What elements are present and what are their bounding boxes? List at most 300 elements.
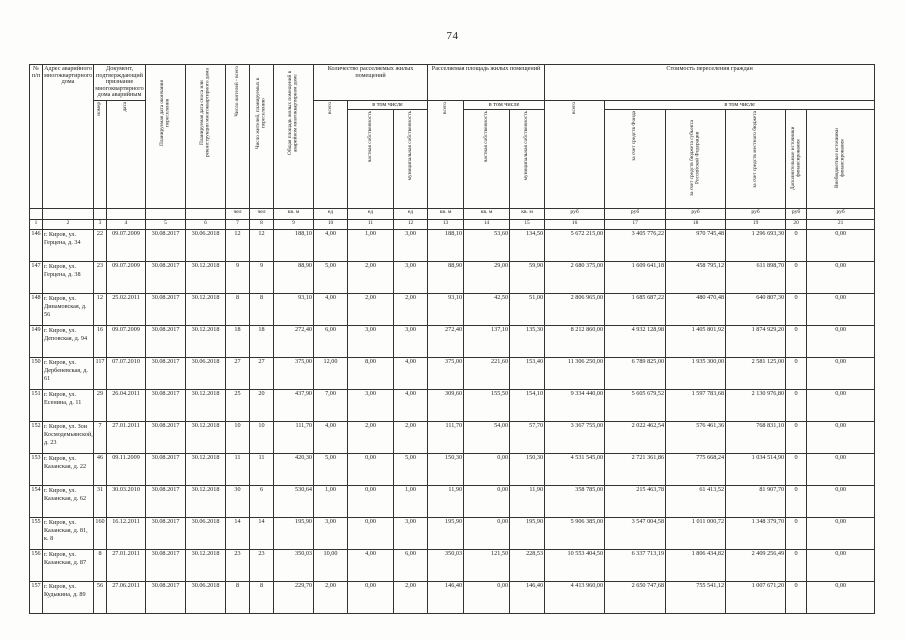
row-cost-local: 2 581 125,00 — [726, 358, 786, 390]
row-count-private: 0,00 — [348, 454, 394, 486]
row-cost-fund: 2 022 462,54 — [605, 422, 666, 454]
header-cost-in-that: в том числе — [605, 100, 875, 110]
row-cost-federal: 970 745,48 — [666, 230, 726, 262]
row-residents-to-move: 11 — [250, 454, 274, 486]
row-doc-date: 25.02.2011 — [107, 294, 146, 326]
row-area-municipal: 195,90 — [510, 518, 545, 550]
row-count-municipal: 1,00 — [394, 486, 428, 518]
row-cost-fund: 215 463,78 — [605, 486, 666, 518]
row-doc-date: 09.07.2009 — [107, 230, 146, 262]
table-row — [30, 390, 875, 422]
unit-cell — [94, 209, 107, 220]
row-doc-date: 16.12.2011 — [107, 518, 146, 550]
row-planned-end: 30.08.2017 — [146, 550, 186, 582]
row-area-total: 350,03 — [274, 550, 314, 582]
row-number: 157 — [30, 582, 43, 614]
row-cost-total: 2 806 965,00 — [545, 294, 605, 326]
row-doc-number: 12 — [94, 294, 107, 326]
row-area-private: 29,00 — [464, 262, 510, 294]
row-area-total: 420,30 — [274, 454, 314, 486]
row-residents-to-move: 27 — [250, 358, 274, 390]
row-count-total: 5,00 — [314, 454, 348, 486]
units-row — [30, 209, 875, 220]
row-area-municipal: 57,70 — [510, 422, 545, 454]
header-area-total: Общая площадь жилых помещений в аварийном многоквартирном доме — [274, 65, 314, 209]
unit-cell: руб — [807, 209, 875, 220]
row-doc-number: 46 — [94, 454, 107, 486]
row-residents-to-move: 8 — [250, 582, 274, 614]
row-residents-to-move: 20 — [250, 390, 274, 422]
row-area-municipal: 135,30 — [510, 326, 545, 358]
column-number: 1 — [30, 220, 43, 230]
row-number: 149 — [30, 326, 43, 358]
unit-cell — [186, 209, 226, 220]
row-cost-fund: 3 405 776,22 — [605, 230, 666, 262]
header-cost-group: Стоимость переселения граждан — [545, 65, 875, 101]
row-planned-end: 30.08.2017 — [146, 358, 186, 390]
table-row — [30, 518, 875, 550]
row-cost-local: 1 874 929,20 — [726, 326, 786, 358]
row-cost-total: 8 212 860,00 — [545, 326, 605, 358]
row-address: г. Киров, ул. Казанская, д. 22 — [43, 454, 94, 486]
row-residents-to-move: 12 — [250, 230, 274, 262]
row-cost-extra: 0 — [786, 230, 807, 262]
row-area-municipal: 153,40 — [510, 358, 545, 390]
row-area-resettled: 188,10 — [428, 230, 464, 262]
row-address: г. Киров, ул. Казанская, д. 81, к. 8 — [43, 518, 94, 550]
header-num: № п/п — [30, 65, 43, 209]
header-count-total: всего — [314, 100, 348, 209]
row-count-total: 4,00 — [314, 230, 348, 262]
row-cost-extra: 0 — [786, 390, 807, 422]
row-count-municipal: 3,00 — [394, 230, 428, 262]
row-cost-unforeseen: 0,00 — [807, 582, 875, 614]
table-row — [30, 550, 875, 582]
table-row — [30, 230, 875, 262]
row-cost-federal: 1 806 434,82 — [666, 550, 726, 582]
row-planned-end: 30.08.2017 — [146, 390, 186, 422]
column-number: 19 — [726, 220, 786, 230]
row-cost-total: 2 680 375,00 — [545, 262, 605, 294]
header-cost-fund: за счет средств Фонда — [605, 110, 666, 209]
row-area-resettled: 111,70 — [428, 422, 464, 454]
row-residents-total: 11 — [226, 454, 250, 486]
row-residents-total: 12 — [226, 230, 250, 262]
row-doc-number: 22 — [94, 230, 107, 262]
row-area-municipal: 150,30 — [510, 454, 545, 486]
row-planned-demolition: 30.06.2018 — [186, 358, 226, 390]
row-count-municipal: 5,00 — [394, 454, 428, 486]
row-area-private: 53,60 — [464, 230, 510, 262]
row-doc-number: 16 — [94, 326, 107, 358]
column-number: 15 — [510, 220, 545, 230]
row-count-total: 5,00 — [314, 262, 348, 294]
row-area-municipal: 154,10 — [510, 390, 545, 422]
row-count-private: 2,00 — [348, 294, 394, 326]
header-area-group: Расселяемая площадь жилых помещений — [428, 65, 545, 101]
row-area-resettled: 93,10 — [428, 294, 464, 326]
unit-cell — [107, 209, 146, 220]
header-count-group: Количество расселяемых жилых помещений — [314, 65, 428, 101]
row-cost-fund: 4 932 128,98 — [605, 326, 666, 358]
column-number: 21 — [807, 220, 875, 230]
row-planned-demolition: 30.12.2018 — [186, 486, 226, 518]
row-cost-unforeseen: 0,00 — [807, 550, 875, 582]
column-number: 18 — [666, 220, 726, 230]
row-cost-extra: 0 — [786, 262, 807, 294]
unit-cell: руб — [786, 209, 807, 220]
row-area-total: 93,10 — [274, 294, 314, 326]
table-row — [30, 358, 875, 390]
row-cost-extra: 0 — [786, 358, 807, 390]
row-number: 154 — [30, 486, 43, 518]
row-number: 151 — [30, 390, 43, 422]
row-count-total: 12,00 — [314, 358, 348, 390]
row-doc-number: 7 — [94, 422, 107, 454]
row-cost-extra: 0 — [786, 486, 807, 518]
row-cost-unforeseen: 0,00 — [807, 230, 875, 262]
header-document: Документ, подтверждающий признание многоквартирного дома аварийным — [95, 65, 144, 98]
unit-cell: чел — [250, 209, 274, 220]
row-residents-total: 9 — [226, 262, 250, 294]
unit-cell: кв. м — [510, 209, 545, 220]
unit-cell — [30, 209, 43, 220]
row-cost-extra: 0 — [786, 582, 807, 614]
row-cost-total: 4 531 545,00 — [545, 454, 605, 486]
row-area-municipal: 228,53 — [510, 550, 545, 582]
row-cost-federal: 775 668,24 — [666, 454, 726, 486]
row-cost-federal: 458 795,12 — [666, 262, 726, 294]
row-residents-total: 27 — [226, 358, 250, 390]
row-count-private: 8,00 — [348, 358, 394, 390]
row-cost-federal: 576 461,36 — [666, 422, 726, 454]
row-cost-unforeseen: 0,00 — [807, 454, 875, 486]
row-doc-number: 23 — [94, 262, 107, 294]
row-count-municipal: 6,00 — [394, 550, 428, 582]
row-cost-total: 11 306 250,00 — [545, 358, 605, 390]
table-row — [30, 486, 875, 518]
row-residents-to-move: 23 — [250, 550, 274, 582]
row-area-private: 0,00 — [464, 582, 510, 614]
column-number: 5 — [146, 220, 186, 230]
row-doc-date: 27.01.2011 — [107, 422, 146, 454]
row-address: г. Киров, ул. Герцена, д. 34 — [43, 230, 94, 262]
unit-cell: руб — [726, 209, 786, 220]
header-residents-total: Число жителей - всего — [226, 65, 250, 209]
row-count-total: 10,00 — [314, 550, 348, 582]
row-address: г. Киров, ул. Дербеневская, д. 61 — [43, 358, 94, 390]
row-cost-unforeseen: 0,00 — [807, 294, 875, 326]
unit-cell: ед — [394, 209, 428, 220]
row-area-total: 111,70 — [274, 422, 314, 454]
column-number: 7 — [226, 220, 250, 230]
row-planned-end: 30.08.2017 — [146, 486, 186, 518]
row-cost-fund: 2 721 361,86 — [605, 454, 666, 486]
row-planned-end: 30.08.2017 — [146, 230, 186, 262]
column-number: 17 — [605, 220, 666, 230]
row-planned-end: 30.08.2017 — [146, 454, 186, 486]
row-doc-date: 26.04.2011 — [107, 390, 146, 422]
row-address: г. Киров, ул. Есенина, д. 11 — [43, 390, 94, 422]
row-cost-total: 9 334 440,00 — [545, 390, 605, 422]
row-planned-end: 30.08.2017 — [146, 422, 186, 454]
row-count-total: 1,00 — [314, 486, 348, 518]
row-number: 152 — [30, 422, 43, 454]
row-cost-fund: 6 789 825,00 — [605, 358, 666, 390]
row-area-private: 54,00 — [464, 422, 510, 454]
row-doc-date: 09.07.2009 — [107, 262, 146, 294]
header-planned-end: Планируемая дата окончания переселения — [146, 65, 186, 209]
header-doc-date: дата — [107, 100, 146, 209]
row-cost-extra: 0 — [786, 326, 807, 358]
row-cost-local: 81 907,70 — [726, 486, 786, 518]
row-cost-local: 1 034 514,90 — [726, 454, 786, 486]
table-row — [30, 294, 875, 326]
row-cost-local: 640 807,30 — [726, 294, 786, 326]
column-number: 16 — [545, 220, 605, 230]
column-number: 13 — [428, 220, 464, 230]
row-doc-date: 30.03.2010 — [107, 486, 146, 518]
header-cost-total: всего — [545, 100, 605, 209]
row-doc-date: 27.01.2011 — [107, 550, 146, 582]
row-residents-total: 8 — [226, 294, 250, 326]
row-area-private: 137,10 — [464, 326, 510, 358]
row-area-resettled: 272,40 — [428, 326, 464, 358]
row-count-municipal: 2,00 — [394, 294, 428, 326]
row-count-private: 2,00 — [348, 262, 394, 294]
row-planned-demolition: 30.12.2018 — [186, 326, 226, 358]
row-residents-total: 30 — [226, 486, 250, 518]
row-planned-demolition: 30.06.2018 — [186, 582, 226, 614]
header-planned-demolition: Планируемая дата сноса или реконструкции многоквартирного дома — [186, 65, 226, 209]
row-cost-federal: 61 413,52 — [666, 486, 726, 518]
column-number: 14 — [464, 220, 510, 230]
row-residents-to-move: 6 — [250, 486, 274, 518]
row-planned-demolition: 30.06.2018 — [186, 518, 226, 550]
row-area-total: 195,90 — [274, 518, 314, 550]
row-address: г. Киров, ул. Зои Космодемьянской, д. 23 — [43, 422, 94, 454]
row-number: 155 — [30, 518, 43, 550]
row-cost-extra: 0 — [786, 454, 807, 486]
row-area-municipal: 146,40 — [510, 582, 545, 614]
row-cost-extra: 0 — [786, 518, 807, 550]
row-count-private: 0,00 — [348, 518, 394, 550]
column-number: 2 — [43, 220, 94, 230]
row-area-private: 0,00 — [464, 454, 510, 486]
row-planned-demolition: 30.06.2018 — [186, 230, 226, 262]
row-doc-number: 56 — [94, 582, 107, 614]
row-area-total: 229,70 — [274, 582, 314, 614]
row-count-municipal: 4,00 — [394, 358, 428, 390]
unit-cell: руб — [545, 209, 605, 220]
row-planned-end: 30.08.2017 — [146, 262, 186, 294]
column-number: 6 — [186, 220, 226, 230]
row-planned-demolition: 30.12.2018 — [186, 294, 226, 326]
row-cost-unforeseen: 0,00 — [807, 518, 875, 550]
row-doc-date: 09.11.2009 — [107, 454, 146, 486]
row-count-total: 2,00 — [314, 582, 348, 614]
column-number: 3 — [94, 220, 107, 230]
row-area-total: 437,90 — [274, 390, 314, 422]
header-cost-local: за счет средств местного бюджета — [726, 110, 786, 209]
row-area-resettled: 146,40 — [428, 582, 464, 614]
header-area-in-that: в том числе — [464, 100, 545, 110]
row-cost-federal: 480 470,48 — [666, 294, 726, 326]
row-planned-demolition: 30.12.2018 — [186, 422, 226, 454]
row-cost-local: 2 130 976,80 — [726, 390, 786, 422]
row-area-private: 155,50 — [464, 390, 510, 422]
row-cost-fund: 3 547 004,58 — [605, 518, 666, 550]
row-cost-total: 5 906 385,00 — [545, 518, 605, 550]
row-residents-total: 8 — [226, 582, 250, 614]
unit-cell: кв. м — [428, 209, 464, 220]
row-address: г. Киров, ул. Казанская, д. 62 — [43, 486, 94, 518]
row-area-resettled: 375,00 — [428, 358, 464, 390]
column-numbers-row — [30, 220, 875, 230]
unit-cell: руб — [605, 209, 666, 220]
row-area-municipal: 11,90 — [510, 486, 545, 518]
row-cost-extra: 0 — [786, 422, 807, 454]
row-count-municipal: 4,00 — [394, 390, 428, 422]
row-cost-local: 1 296 693,30 — [726, 230, 786, 262]
unit-cell — [43, 209, 94, 220]
row-cost-unforeseen: 0,00 — [807, 262, 875, 294]
row-area-total: 375,00 — [274, 358, 314, 390]
row-cost-fund: 2 650 747,68 — [605, 582, 666, 614]
header-doc-number: номер — [94, 100, 107, 209]
row-doc-date: 07.07.2010 — [107, 358, 146, 390]
header-cost-extra: Дополнительные источники финансирования — [786, 110, 807, 209]
row-count-municipal: 3,00 — [394, 326, 428, 358]
unit-cell — [146, 209, 186, 220]
row-planned-demolition: 30.12.2018 — [186, 390, 226, 422]
row-count-total: 4,00 — [314, 294, 348, 326]
row-doc-number: 29 — [94, 390, 107, 422]
row-planned-end: 30.08.2017 — [146, 518, 186, 550]
row-area-resettled: 11,90 — [428, 486, 464, 518]
header-area-total-sub: всего — [428, 100, 464, 209]
row-area-total: 88,90 — [274, 262, 314, 294]
header-count-private: частная собственность — [348, 110, 394, 209]
row-area-municipal: 134,50 — [510, 230, 545, 262]
row-count-total: 3,00 — [314, 518, 348, 550]
row-cost-federal: 755 541,12 — [666, 582, 726, 614]
header-cost-federal: за счет средств бюджета субъекта Российской Федерации — [666, 110, 726, 209]
row-residents-total: 23 — [226, 550, 250, 582]
row-doc-date: 09.07.2009 — [107, 326, 146, 358]
table-row — [30, 262, 875, 294]
table-row — [30, 422, 875, 454]
row-residents-total: 18 — [226, 326, 250, 358]
row-address: г. Киров, ул. Динамовская, д. 56 — [43, 294, 94, 326]
row-area-private: 42,50 — [464, 294, 510, 326]
row-area-private: 0,00 — [464, 486, 510, 518]
row-count-total: 4,00 — [314, 422, 348, 454]
row-cost-local: 611 898,70 — [726, 262, 786, 294]
row-cost-extra: 0 — [786, 294, 807, 326]
row-count-private: 4,00 — [348, 550, 394, 582]
row-residents-to-move: 18 — [250, 326, 274, 358]
column-number: 12 — [394, 220, 428, 230]
column-number: 10 — [314, 220, 348, 230]
row-residents-to-move: 14 — [250, 518, 274, 550]
row-area-resettled: 150,30 — [428, 454, 464, 486]
row-cost-total: 5 672 215,00 — [545, 230, 605, 262]
row-doc-number: 31 — [94, 486, 107, 518]
row-residents-to-move: 9 — [250, 262, 274, 294]
row-residents-total: 25 — [226, 390, 250, 422]
row-number: 147 — [30, 262, 43, 294]
row-count-total: 7,00 — [314, 390, 348, 422]
row-count-municipal: 2,00 — [394, 582, 428, 614]
row-count-private: 3,00 — [348, 390, 394, 422]
column-number: 4 — [107, 220, 146, 230]
column-number: 8 — [250, 220, 274, 230]
header-area-municipal: муниципальная собственность — [510, 110, 545, 209]
row-planned-end: 30.08.2017 — [146, 326, 186, 358]
row-cost-unforeseen: 0,00 — [807, 326, 875, 358]
row-planned-end: 30.08.2017 — [146, 294, 186, 326]
row-count-private: 3,00 — [348, 326, 394, 358]
row-count-municipal: 3,00 — [394, 262, 428, 294]
row-number: 153 — [30, 454, 43, 486]
row-count-private: 1,00 — [348, 230, 394, 262]
header-residents-to-move: Число жителей, планируемых к переселению — [250, 65, 274, 209]
row-residents-to-move: 10 — [250, 422, 274, 454]
row-count-total: 6,00 — [314, 326, 348, 358]
unit-cell: ед — [348, 209, 394, 220]
row-area-private: 0,00 — [464, 518, 510, 550]
row-number: 150 — [30, 358, 43, 390]
row-count-municipal: 2,00 — [394, 422, 428, 454]
row-residents-total: 10 — [226, 422, 250, 454]
row-area-municipal: 59,90 — [510, 262, 545, 294]
row-cost-total: 10 553 404,50 — [545, 550, 605, 582]
row-area-resettled: 309,60 — [428, 390, 464, 422]
unit-cell: кв. м — [274, 209, 314, 220]
unit-cell: ед — [314, 209, 348, 220]
row-area-total: 188,10 — [274, 230, 314, 262]
row-count-municipal: 3,00 — [394, 518, 428, 550]
column-number: 9 — [274, 220, 314, 230]
row-cost-federal: 1 935 300,00 — [666, 358, 726, 390]
header-count-in-that: в том числе — [348, 100, 428, 110]
row-cost-fund: 1 685 687,22 — [605, 294, 666, 326]
row-area-municipal: 51,00 — [510, 294, 545, 326]
row-area-total: 530,64 — [274, 486, 314, 518]
row-area-resettled: 195,90 — [428, 518, 464, 550]
row-number: 148 — [30, 294, 43, 326]
row-address: г. Киров, ул. Герцена, д. 38 — [43, 262, 94, 294]
row-address: г. Киров, ул. Деповская, д. 94 — [43, 326, 94, 358]
table-body — [30, 230, 875, 614]
row-cost-unforeseen: 0,00 — [807, 486, 875, 518]
row-cost-unforeseen: 0,00 — [807, 390, 875, 422]
row-cost-local: 1 007 671,20 — [726, 582, 786, 614]
row-cost-total: 3 367 755,00 — [545, 422, 605, 454]
row-area-resettled: 350,03 — [428, 550, 464, 582]
header-count-municipal: муниципальная собственность — [394, 110, 428, 209]
header-area-private: частная собственность — [464, 110, 510, 209]
row-planned-demolition: 30.12.2018 — [186, 550, 226, 582]
row-count-private: 2,00 — [348, 422, 394, 454]
row-address: г. Киров, ул. Кудыкина, д. 89 — [43, 582, 94, 614]
row-doc-date: 27.06.2011 — [107, 582, 146, 614]
unit-cell: руб — [666, 209, 726, 220]
row-planned-demolition: 30.12.2018 — [186, 454, 226, 486]
row-cost-federal: 1 597 783,68 — [666, 390, 726, 422]
page-number: 74 — [446, 30, 459, 42]
